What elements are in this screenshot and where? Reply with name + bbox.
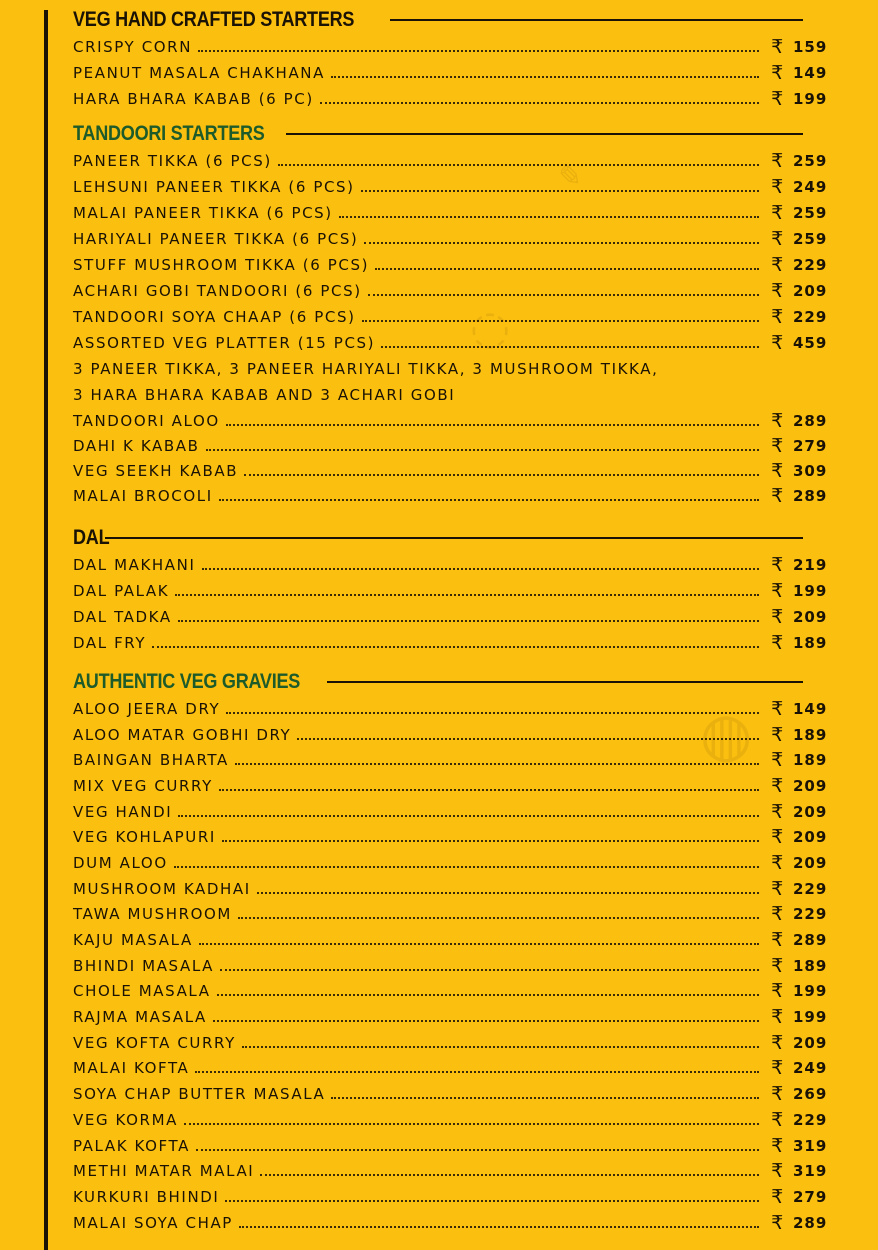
item-price: 229 <box>793 879 828 898</box>
rupee-icon: ₹ <box>771 306 785 328</box>
item-price: 219 <box>793 556 828 574</box>
dotted-leader <box>225 1200 759 1202</box>
item-price: 209 <box>793 802 828 821</box>
menu-item <box>73 850 843 876</box>
rupee-icon: ₹ <box>771 1185 785 1208</box>
item-name: PEANUT MASALA CHAKHANA <box>73 64 325 82</box>
item-name: VEG KOFTA CURRY <box>73 1033 236 1052</box>
dotted-leader <box>226 712 759 714</box>
item-name: SOYA CHAP BUTTER MASALA <box>73 1085 326 1104</box>
menu-item <box>73 1210 843 1236</box>
dotted-leader <box>222 840 759 842</box>
dotted-leader <box>260 1174 759 1176</box>
menu-item <box>73 979 843 1005</box>
item-name: HARIYALI PANEER TIKKA (6 PCS) <box>73 230 359 248</box>
item-price: 199 <box>793 582 828 600</box>
item-price: 209 <box>793 828 828 847</box>
menu-item <box>73 604 843 630</box>
dotted-leader <box>239 1226 759 1228</box>
rupee-icon: ₹ <box>771 851 785 874</box>
menu-item <box>73 34 843 60</box>
item-name: ALOO JEERA DRY <box>73 699 221 718</box>
dotted-leader <box>213 1020 759 1022</box>
item-price: 279 <box>793 1187 828 1206</box>
rupee-icon: ₹ <box>771 409 785 432</box>
rupee-icon: ₹ <box>771 484 785 507</box>
item-price: 189 <box>793 634 828 652</box>
item-price: 319 <box>793 1136 828 1155</box>
rupee-icon: ₹ <box>771 1083 785 1106</box>
item-price: 229 <box>793 905 828 924</box>
item-name: MALAI BROCOLI <box>73 486 213 505</box>
section-heading <box>73 524 843 552</box>
menu-content <box>73 6 843 1235</box>
heading-rule <box>327 681 803 683</box>
item-name: DAL FRY <box>73 634 147 652</box>
rupee-icon: ₹ <box>771 580 785 602</box>
dotted-leader <box>152 646 759 648</box>
item-price: 229 <box>793 1110 828 1129</box>
rupee-icon: ₹ <box>771 176 785 198</box>
dotted-leader <box>219 789 759 791</box>
item-price: 149 <box>793 64 828 82</box>
dotted-leader <box>184 1123 759 1125</box>
menu-item <box>73 799 843 825</box>
item-price: 209 <box>793 282 828 300</box>
rupee-icon: ₹ <box>771 62 785 84</box>
menu-item <box>73 1004 843 1030</box>
dotted-leader <box>339 216 759 218</box>
menu-item <box>73 927 843 953</box>
menu-item <box>73 773 843 799</box>
rupee-icon: ₹ <box>771 929 785 952</box>
dotted-leader <box>217 994 759 996</box>
menu-item <box>73 60 843 86</box>
item-description: 3 PANEER TIKKA, 3 PANEER HARIYALI TIKKA, 3 MUSHROOM TIKKA, <box>73 360 659 378</box>
dotted-leader <box>235 763 759 765</box>
menu-item <box>73 458 843 483</box>
menu-item <box>73 174 843 200</box>
item-name: VEG KORMA <box>73 1110 178 1129</box>
menu-item <box>73 876 843 902</box>
rupee-icon: ₹ <box>771 228 785 250</box>
rupee-icon: ₹ <box>771 697 785 720</box>
item-price: 309 <box>793 461 828 480</box>
rupee-icon: ₹ <box>771 1031 785 1054</box>
item-price: 289 <box>793 411 828 430</box>
dotted-leader <box>364 242 759 244</box>
item-name: TAWA MUSHROOM <box>73 905 232 924</box>
dotted-leader <box>375 268 759 270</box>
rupee-icon: ₹ <box>771 88 785 110</box>
heading-rule <box>390 19 803 21</box>
rupee-icon: ₹ <box>771 1006 785 1029</box>
section-heading <box>73 120 843 148</box>
item-price: 189 <box>793 956 828 975</box>
menu-item <box>73 696 843 722</box>
item-name: TANDOORI ALOO <box>73 411 220 430</box>
rupee-icon: ₹ <box>771 723 785 746</box>
item-name: BAINGAN BHARTA <box>73 751 229 770</box>
menu-item <box>73 747 843 773</box>
item-name: LEHSUNI PANEER TIKKA (6 PCS) <box>73 178 355 196</box>
section-title: VEG HAND CRAFTED STARTERS <box>73 8 355 31</box>
dotted-leader <box>226 424 759 426</box>
rupee-icon: ₹ <box>771 150 785 172</box>
menu-item <box>73 1030 843 1056</box>
menu-item <box>73 148 843 174</box>
item-price: 289 <box>793 1213 828 1232</box>
dotted-leader <box>220 969 759 971</box>
dotted-leader <box>368 294 759 296</box>
menu-item <box>73 483 843 508</box>
item-price: 229 <box>793 256 828 274</box>
rupee-icon: ₹ <box>771 826 785 849</box>
dotted-leader <box>195 1071 759 1073</box>
item-name: PALAK KOFTA <box>73 1136 190 1155</box>
item-name: MUSHROOM KADHAI <box>73 879 251 898</box>
item-price: 209 <box>793 776 828 795</box>
item-name: TANDOORI SOYA CHAAP (6 PCS) <box>73 308 356 326</box>
rupee-icon: ₹ <box>771 459 785 482</box>
rupee-icon: ₹ <box>771 1134 785 1157</box>
rupee-icon: ₹ <box>771 1057 785 1080</box>
item-name: PANEER TIKKA (6 PCS) <box>73 152 272 170</box>
item-price: 289 <box>793 931 828 950</box>
item-name: VEG SEEKH KABAB <box>73 461 239 480</box>
dotted-leader <box>199 943 759 945</box>
dotted-leader <box>202 568 760 570</box>
item-name: DAHI K KABAB <box>73 436 200 455</box>
background-doodle: ◌ <box>470 300 511 354</box>
dotted-leader <box>178 815 759 817</box>
dotted-leader <box>381 346 759 348</box>
rupee-icon: ₹ <box>771 774 785 797</box>
item-price: 259 <box>793 152 828 170</box>
item-price: 289 <box>793 486 828 505</box>
item-name: VEG HANDI <box>73 802 173 821</box>
item-price: 199 <box>793 982 828 1001</box>
dotted-leader <box>361 190 759 192</box>
item-price: 249 <box>793 1059 828 1078</box>
dotted-leader <box>198 50 759 52</box>
menu-item <box>73 226 843 252</box>
item-name: DUM ALOO <box>73 853 168 872</box>
item-price: 459 <box>793 334 828 352</box>
menu-item <box>73 902 843 928</box>
item-price: 249 <box>793 178 828 196</box>
menu-item <box>73 552 843 578</box>
dotted-leader <box>238 917 759 919</box>
section-title: TANDOORI STARTERS <box>73 122 265 145</box>
item-name: RAJMA MASALA <box>73 1008 207 1027</box>
menu-item <box>73 722 843 748</box>
heading-rule <box>105 537 803 539</box>
rupee-icon: ₹ <box>771 903 785 926</box>
dotted-leader <box>331 1097 759 1099</box>
rupee-icon: ₹ <box>771 749 785 772</box>
dotted-leader <box>362 320 759 322</box>
rupee-icon: ₹ <box>771 202 785 224</box>
item-name: DAL TADKA <box>73 608 172 626</box>
menu-item <box>73 330 843 356</box>
item-description: 3 HARA BHARA KABAB AND 3 ACHARI GOBI <box>73 386 456 404</box>
dotted-leader <box>320 102 759 104</box>
item-name: STUFF MUSHROOM TIKKA (6 PCS) <box>73 256 370 274</box>
item-name: METHI MATAR MALAI <box>73 1162 255 1181</box>
dotted-leader <box>175 594 759 596</box>
rupee-icon: ₹ <box>771 980 785 1003</box>
menu-item <box>73 1081 843 1107</box>
item-name: DAL MAKHANI <box>73 556 196 574</box>
menu-item <box>73 578 843 604</box>
item-name: MALAI PANEER TIKKA (6 PCS) <box>73 204 333 222</box>
dotted-leader <box>196 1149 759 1151</box>
left-border-bar <box>44 10 48 1250</box>
item-price: 259 <box>793 230 828 248</box>
rupee-icon: ₹ <box>771 1108 785 1131</box>
rupee-icon: ₹ <box>771 1211 785 1234</box>
rupee-icon: ₹ <box>771 254 785 276</box>
heading-rule <box>286 133 803 135</box>
section-title: AUTHENTIC VEG GRAVIES <box>73 670 301 693</box>
item-name: BHINDI MASALA <box>73 956 214 975</box>
menu-item <box>73 953 843 979</box>
menu-item <box>73 408 843 433</box>
item-name: ALOO MATAR GOBHI DRY <box>73 725 292 744</box>
menu-item <box>73 1158 843 1184</box>
item-name: VEG KOHLAPURI <box>73 828 216 847</box>
menu-item <box>73 304 843 330</box>
dotted-leader <box>219 499 759 501</box>
item-name: HARA BHARA KABAB (6 PC) <box>73 90 314 108</box>
rupee-icon: ₹ <box>771 434 785 457</box>
item-price: 209 <box>793 1033 828 1052</box>
item-name: ASSORTED VEG PLATTER (15 PCS) <box>73 334 376 352</box>
item-price: 159 <box>793 38 828 56</box>
menu-item <box>73 278 843 304</box>
section-heading <box>73 6 843 34</box>
menu-item <box>73 1107 843 1133</box>
menu-item <box>73 252 843 278</box>
item-name: ACHARI GOBI TANDOORI (6 PCS) <box>73 282 362 300</box>
rupee-icon: ₹ <box>771 877 785 900</box>
rupee-icon: ₹ <box>771 632 785 654</box>
background-doodle: ◍ <box>700 700 753 770</box>
item-name: MIX VEG CURRY <box>73 776 213 795</box>
item-name: CRISPY CORN <box>73 38 193 56</box>
rupee-icon: ₹ <box>771 606 785 628</box>
item-name: MALAI SOYA CHAP <box>73 1213 233 1232</box>
menu-item <box>73 433 843 458</box>
rupee-icon: ₹ <box>771 36 785 58</box>
rupee-icon: ₹ <box>771 800 785 823</box>
dotted-leader <box>178 620 759 622</box>
rupee-icon: ₹ <box>771 332 785 354</box>
item-price: 279 <box>793 436 828 455</box>
item-price: 209 <box>793 608 828 626</box>
item-price: 319 <box>793 1162 828 1181</box>
item-price: 199 <box>793 1008 828 1027</box>
item-price: 229 <box>793 308 828 326</box>
item-price: 209 <box>793 853 828 872</box>
dotted-leader <box>244 474 759 476</box>
item-name: CHOLE MASALA <box>73 982 211 1001</box>
menu-item <box>73 824 843 850</box>
item-price: 149 <box>793 699 828 718</box>
section-heading <box>73 668 843 696</box>
rupee-icon: ₹ <box>771 554 785 576</box>
item-price: 199 <box>793 90 828 108</box>
menu-item <box>73 630 843 656</box>
dotted-leader <box>297 738 759 740</box>
menu-item <box>73 1184 843 1210</box>
menu-item <box>73 1133 843 1159</box>
item-name: DAL PALAK <box>73 582 170 600</box>
menu-item <box>73 86 843 112</box>
dotted-leader <box>206 449 760 451</box>
dotted-leader <box>257 892 759 894</box>
menu-item <box>73 1056 843 1082</box>
item-price: 269 <box>793 1085 828 1104</box>
dotted-leader <box>242 1046 759 1048</box>
dotted-leader <box>278 164 759 166</box>
background-doodle: ✎ <box>552 158 583 197</box>
section-title: DAL <box>73 526 110 549</box>
item-name: MALAI KOFTA <box>73 1059 190 1078</box>
item-name: KURKURI BHINDI <box>73 1187 220 1206</box>
rupee-icon: ₹ <box>771 280 785 302</box>
dotted-leader <box>331 76 759 78</box>
dotted-leader <box>174 866 759 868</box>
rupee-icon: ₹ <box>771 954 785 977</box>
item-price: 259 <box>793 204 828 222</box>
rupee-icon: ₹ <box>771 1160 785 1183</box>
item-name: KAJU MASALA <box>73 931 193 950</box>
menu-item <box>73 200 843 226</box>
item-price: 189 <box>793 751 828 770</box>
item-price: 189 <box>793 725 828 744</box>
